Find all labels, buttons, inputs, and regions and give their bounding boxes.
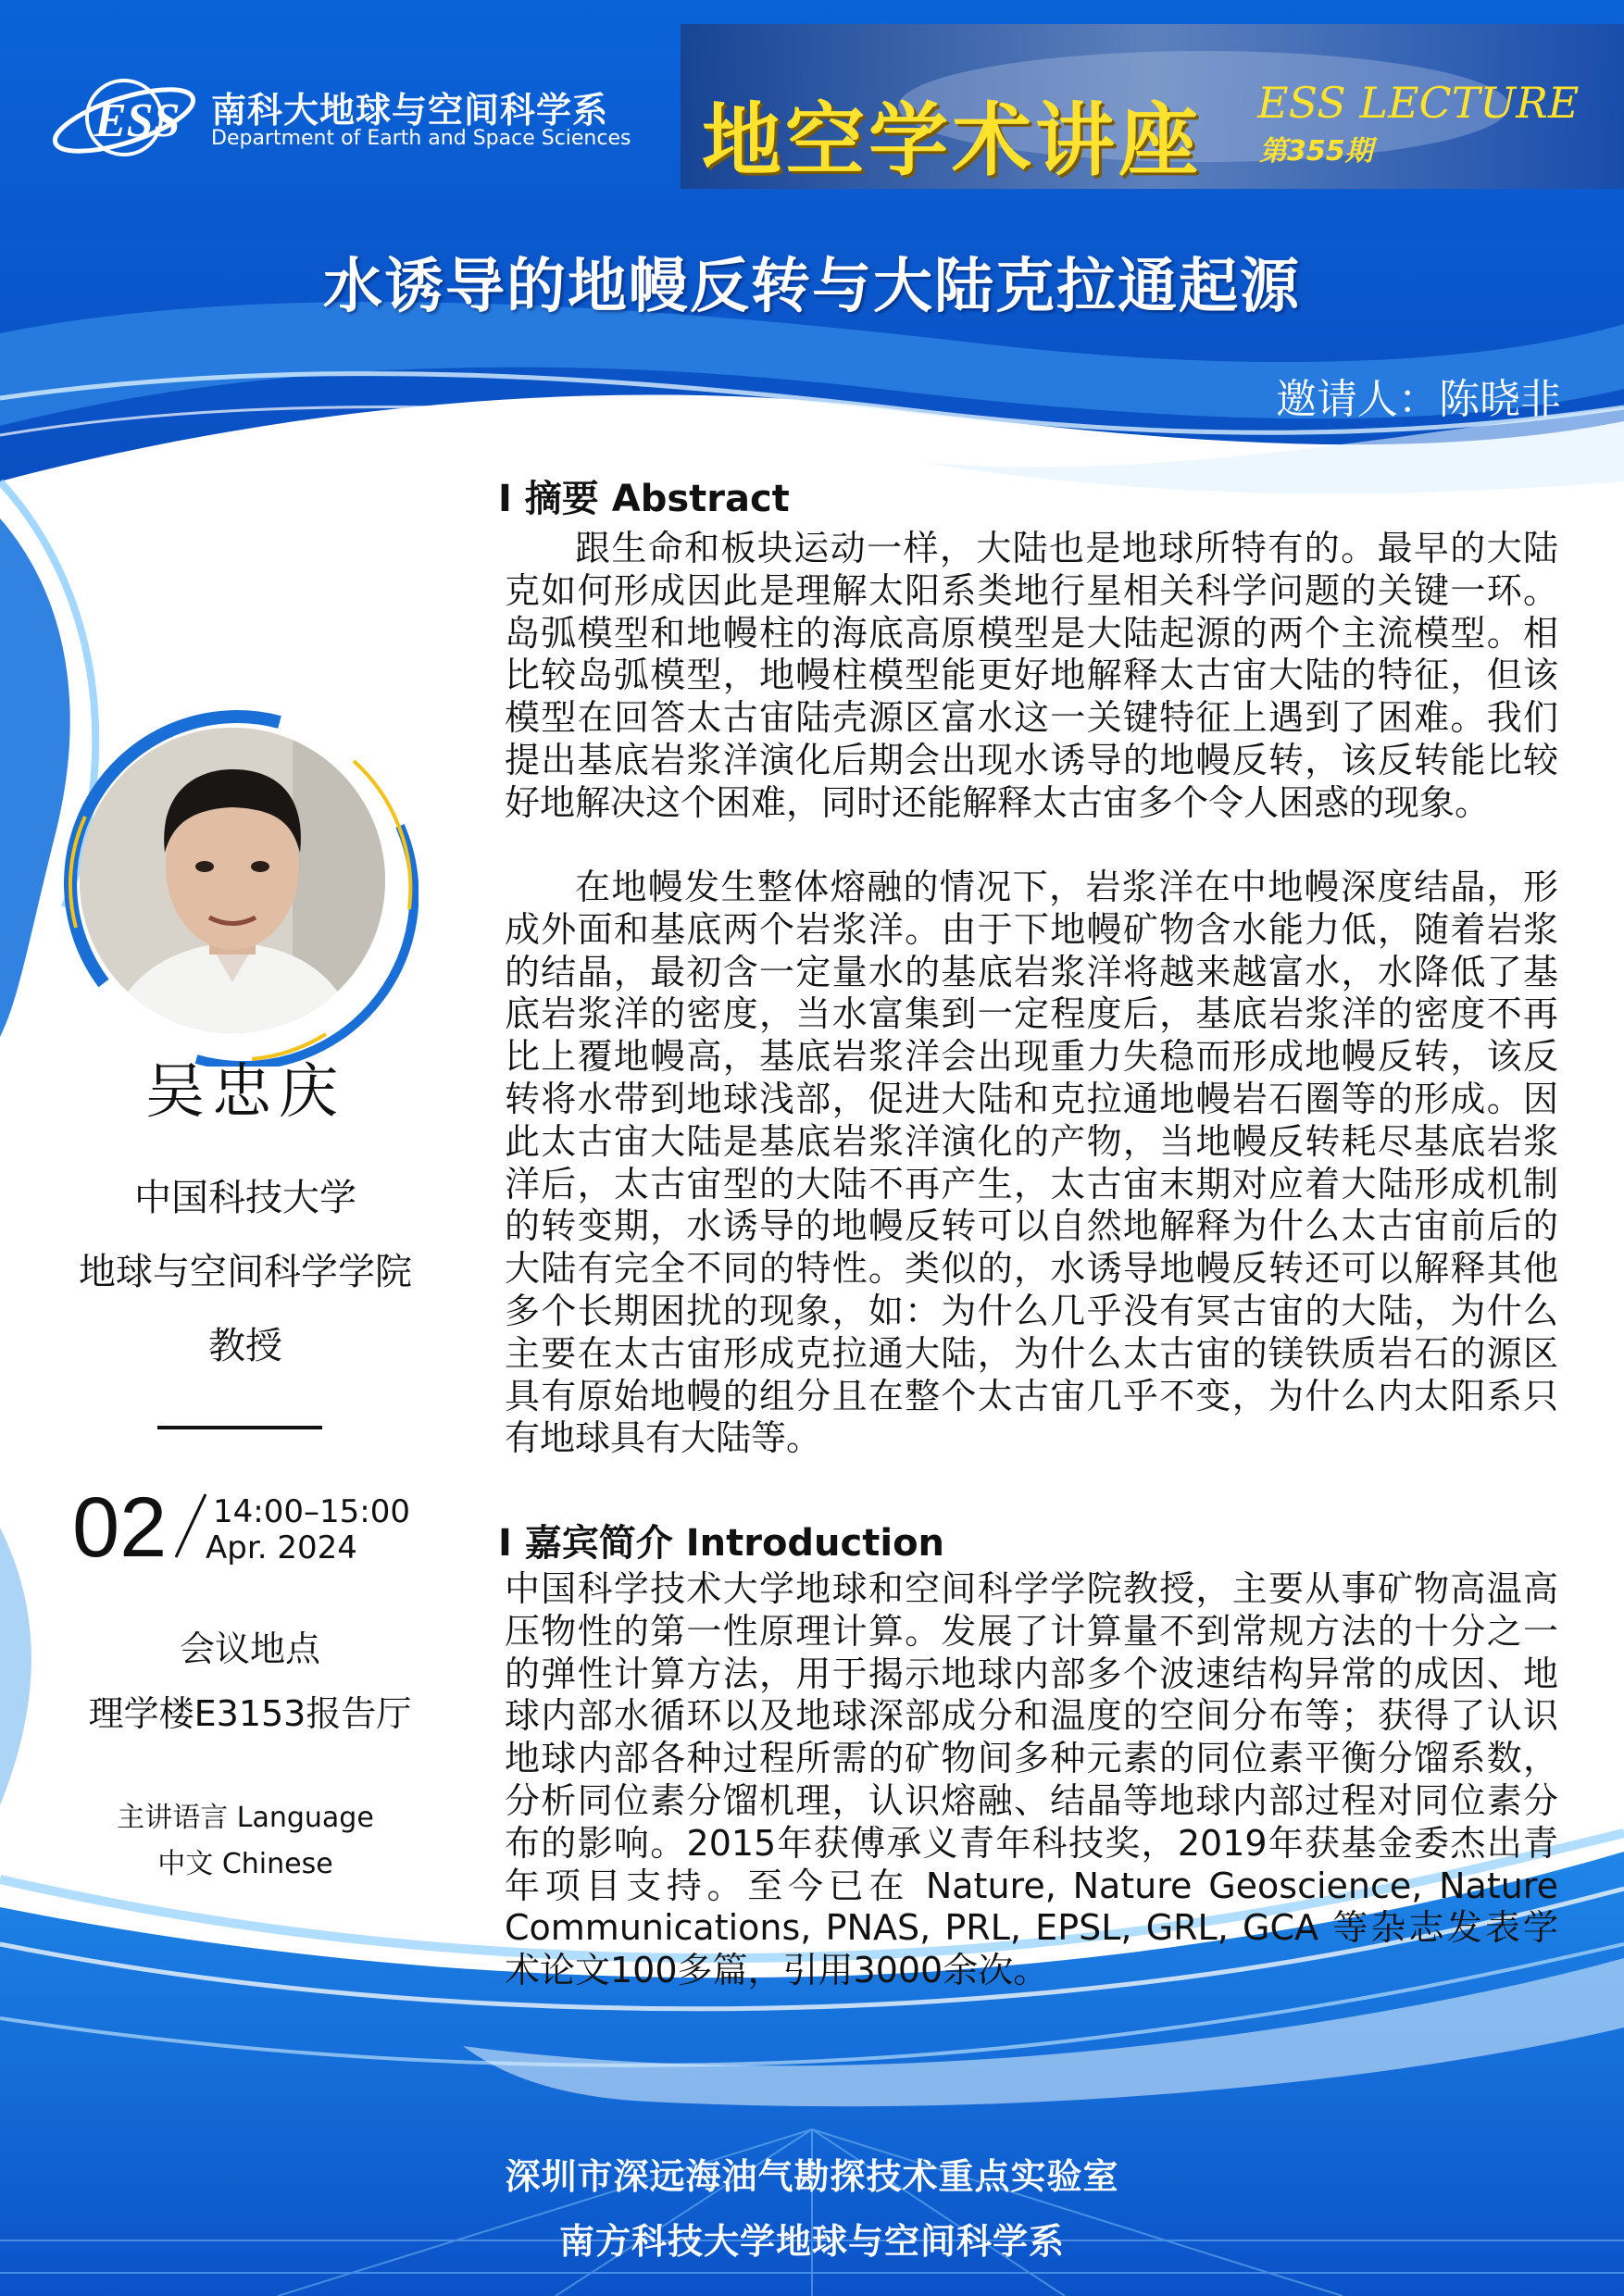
speaker-university: 中国科技大学	[134, 1177, 356, 1219]
language-value: 中文 Chinese	[157, 1848, 333, 1880]
ess-logo-icon	[48, 69, 201, 167]
lecture-banner-cn: 地空学术讲座	[702, 94, 1202, 187]
speaker-name: 吴忠庆	[145, 1058, 345, 1127]
introduction-text: 中国科学技术大学地球和空间科学学院教授，主要从事矿物高温高压物性的第一性原理计算。发展了计算量不到常规方法的十分之一的弹性计算方法，用于揭示地球内部多个波速结构异常的成因、地球内部水循环以及地球深部成分和温度的空间分布等；获得了认识地球内部各种过程所需的矿物间多种元素的同位素平衡分馏系数，分析同位素分馏机理，认识熔融、结晶等地球内部过程对同位素分布的影响。2015年获傅承义青年科技奖，2019年获基金委杰出青年项目支持。至今已在 Nature, Nature Geoscience, Nature Communications, PNAS, PRL, EPSL, GRL, GCA 等杂志发表学术论文100多篇，引用3000余次。	[505, 1568, 1558, 1991]
location-value: 理学楼E3153报告厅	[88, 1693, 412, 1734]
date-time: 14:00–15:00	[213, 1493, 410, 1530]
speaker-position: 教授	[208, 1325, 282, 1367]
date-slash	[172, 1492, 209, 1559]
language-label: 主讲语言 Language	[117, 1802, 374, 1834]
date-month-year: Apr. 2024	[206, 1529, 357, 1566]
lecture-title: 水诱导的地幔反转与大陆克拉通起源	[323, 253, 1301, 321]
footer-department: 南方科技大学地球与空间科学系	[558, 2221, 1065, 2262]
abstract-text-2: 在地幔发生整体熔融的情况下，岩浆洋在中地幔深度结晶，形成外面和基底两个岩浆洋。由于下地幔矿物含水能力低，随着岩浆的结晶，最初含一定量水的基底岩浆洋将越来越富水，水降低了基底岩浆洋的密度，当水富集到一定程度后，基底岩浆洋的密度不再比上覆地幔高，基底岩浆洋会出现重力失稳而形成地幔反转，该反转将水带到地球浅部，促进大陆和克拉通地幔岩石圈等的形成。因此太古宙大陆是基底岩浆洋演化的产物，当地幔反转耗尽基底岩浆洋后，太古宙型的大陆不再产生，太古宙末期对应着大陆形成机制的转变期，水诱导的地幔反转可以自然地解释为什么太古宙前后的大陆有完全不同的特性。类似的，水诱导地幔反转还可以解释其他多个长期困扰的现象，如：为什么几乎没有冥古宙的大陆，为什么主要在太古宙形成克拉通大陆，为什么太古宙的镁铁质岩石的源区具有原始地幔的组分且在整个太古宙几乎不变，为什么内太阳系只有地球具有大陆等。	[505, 867, 1558, 1459]
introduction-heading: I 嘉宾简介 Introduction	[498, 1522, 945, 1565]
introduction-paragraph	[505, 1568, 1558, 1992]
abstract-heading: I 摘要 Abstract	[498, 478, 790, 520]
divider	[157, 1426, 322, 1429]
date-day: 02	[72, 1480, 168, 1575]
svg-text:ESS: ESS	[94, 94, 181, 147]
host: 邀请人：陈晓非	[1276, 376, 1561, 423]
abstract-paragraph-2	[505, 867, 1558, 1460]
issue-number: 第355期	[1259, 135, 1373, 168]
abstract-text-1: 跟生命和板块运动一样，大陆也是地球所特有的。最早的大陆克如何形成因此是理解太阳系类地行星相关科学问题的关键一环。岛弧模型和地幔柱的海底高原模型是大陆起源的两个主流模型。相比较岛弧模型，地幔柱模型能更好地解释太古宙大陆的特征，但该模型在回答太古宙陆壳源区富水这一关键特征上遇到了困难。我们提出基底岩浆洋演化后期会出现水诱导的地幔反转，该反转能比较好地解决这个困难，同时还能解释太古宙多个令人困惑的现象。	[505, 528, 1558, 823]
speaker-school: 地球与空间科学学院	[79, 1251, 412, 1293]
department-name-cn: 南科大地球与空间科学系	[211, 90, 609, 131]
speaker-photo	[80, 728, 385, 1033]
footer-lab: 深圳市深远海油气勘探技术重点实验室	[505, 2156, 1119, 2197]
abstract-paragraph-1	[505, 528, 1558, 825]
department-name-en: Department of Earth and Space Sciences	[211, 127, 631, 150]
location-label: 会议地点	[179, 1628, 320, 1669]
lecture-banner-en: ESS LECTURE	[1257, 78, 1580, 128]
